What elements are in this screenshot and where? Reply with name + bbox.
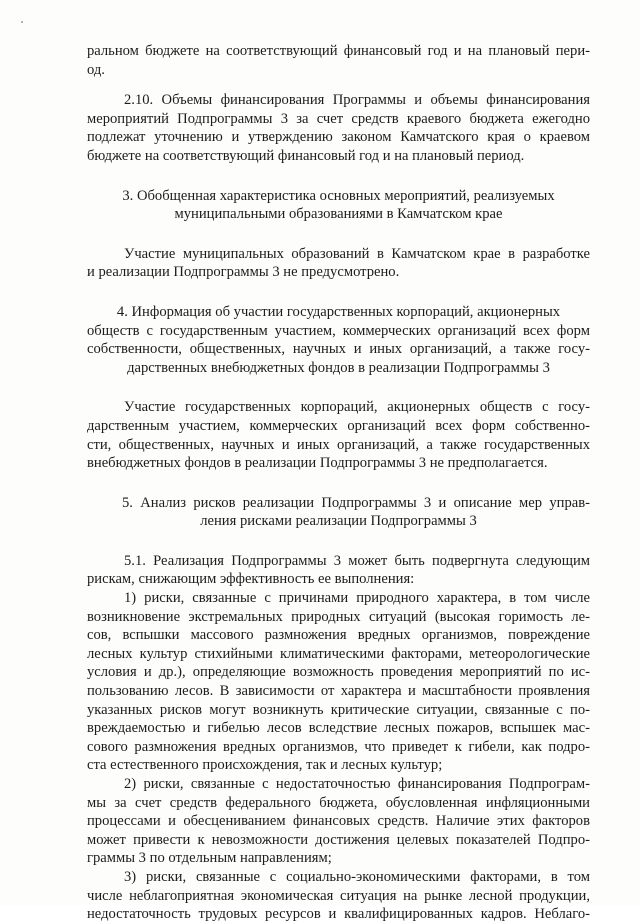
- paragraph-5-1: [87, 552, 590, 589]
- text-line: 2.10. Объемы финансирования Программы и объемы финансирования: [124, 92, 590, 109]
- text-line: мероприятий Подпрограммы 3 за счет средств краевого бюджета ежегодно: [87, 110, 590, 127]
- text-line: дарственным участием, коммерческих организаций всех форм собственно-: [87, 417, 590, 434]
- section-3-heading: [87, 187, 590, 224]
- text-line: вреждаемостью и гибелью лесов вследствие лесных пожаров, вспышек мас-: [87, 720, 590, 737]
- section-4-heading: [87, 303, 590, 377]
- heading-line: 5. Анализ рисков реализации Подпрограммы 3 и описание мер управ-: [122, 494, 590, 511]
- heading-line: обществ с государственным участием, коммерческих организаций всех форм: [87, 322, 590, 339]
- risk-item-1: [87, 589, 590, 775]
- text-line: процессами и обесцениванием финансовых средств. Наличие этих факторов: [87, 813, 590, 830]
- text-line: 5.1. Реализация Подпрограммы 3 может быть подвергнута следующим: [124, 552, 590, 569]
- document-body: [87, 42, 590, 924]
- text-line: указанных рисков могут возникнуть критические ситуации, связанные с по-: [87, 701, 590, 718]
- heading-line: муниципальными образованиями в Камчатском крае: [174, 206, 503, 223]
- risk-item-3: [87, 868, 590, 924]
- text-line: ста естественного происхождения, так и лесных культур;: [87, 757, 443, 774]
- text-line: Участие государственных корпораций, акционерных обществ с госу-: [124, 399, 590, 416]
- heading-line: 4. Информация об участии государственных корпораций, акционерных: [116, 303, 561, 320]
- heading-line: собственности, общественных, научных и иных организаций, а также госу-: [87, 341, 590, 358]
- text-line: числе неблагоприятная экономическая ситуация на рынке лесной продукции,: [87, 887, 590, 904]
- text-line: ральном бюджете на соответствующий финансовый год и на плановый пери-: [87, 43, 590, 59]
- text-line: условия и др.), определяющие возможность проведения мероприятий по ис-: [87, 664, 590, 681]
- risk-item-2: [87, 775, 590, 868]
- heading-line: ления рисками реализации Подпрограммы 3: [200, 513, 477, 530]
- section-5-heading: [87, 494, 590, 531]
- text-line: Участие муниципальных образований в Камчатском крае в разработке: [124, 245, 590, 262]
- heading-line: 3. Обобщенная характеристика основных мероприятий, реализуемых: [122, 187, 555, 204]
- text-line: сти, общественных, научных и иных организаций, а также государственных: [87, 436, 590, 453]
- scan-speck: [21, 21, 23, 23]
- text-line: пользованию лесов. В зависимости от характера и масштабности проявления: [87, 683, 590, 700]
- text-line: од.: [87, 61, 105, 78]
- text-line: недостаточность трудовых ресурсов и квалифицированных кадров. Неблаго-: [87, 906, 590, 923]
- section-3-body: [87, 245, 590, 282]
- text-line: и реализации Подпрограммы 3 не предусмотрено.: [87, 264, 400, 281]
- text-line: граммы 3 по отдельным направлениям;: [87, 850, 332, 867]
- text-line: лесных культур стихийными климатическими факторами, метеорологические: [87, 645, 590, 662]
- text-line: возникновение экстремальных природных ситуаций (высокая горимость ле-: [87, 608, 590, 625]
- heading-line: дарственных внебюджетных фондов в реализации Подпрограммы 3: [127, 359, 550, 376]
- text-line: сового размножения вредных организмов, что приведет к гибели, как подро-: [87, 738, 590, 755]
- text-line: 1) риски, связанные с причинами природного характера, в том числе: [124, 590, 590, 607]
- paragraph-2-10: [87, 91, 590, 165]
- text-line: 2) риски, связанные с недостаточностью финансирования Подпрограм-: [124, 776, 590, 792]
- text-line: внебюджетных фондов в реализации Подпрограммы 3 не предполагается.: [87, 455, 548, 472]
- text-line: 3) риски, связанные с социально-экономическими факторами, в том: [124, 868, 590, 885]
- text-line: бюджете на соответствующий финансовый год и на плановый период.: [87, 147, 525, 164]
- continuation-paragraph: [87, 42, 590, 79]
- section-4-body: [87, 398, 590, 472]
- text-line: подлежат уточнению и утверждению законом Камчатского края о краевом: [87, 129, 590, 146]
- text-line: рискам, снижающим эффективность ее выполнения:: [87, 571, 415, 588]
- text-line: сов, вспышки массового размножения вредных организмов, повреждение: [87, 627, 590, 644]
- text-line: может привести к невозможности достижения целевых показателей Подпро-: [87, 831, 590, 848]
- text-line: мы за счет средств федерального бюджета, обусловленная инфляционными: [87, 794, 590, 811]
